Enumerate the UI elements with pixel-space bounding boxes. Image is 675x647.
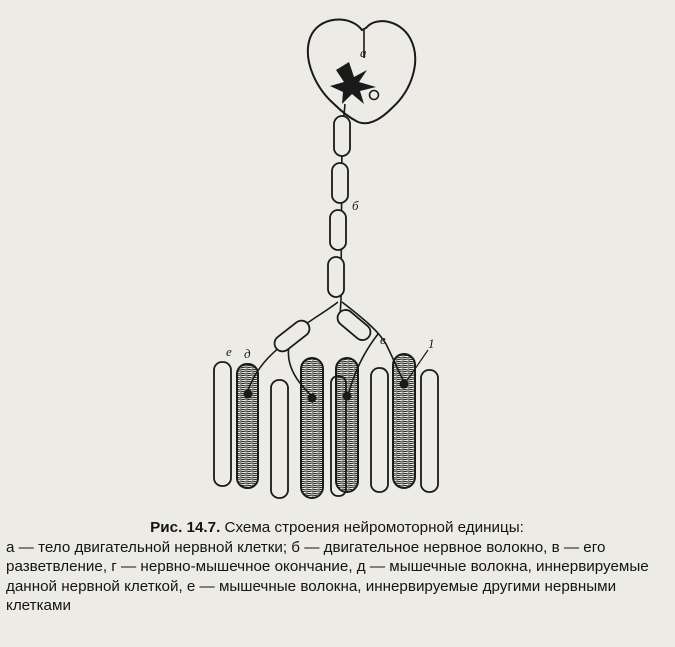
- muscle-fiber-other: [421, 370, 438, 492]
- muscle-fiber-innervated: [237, 364, 258, 488]
- central-canal: [370, 91, 379, 100]
- muscle-fiber-other: [371, 368, 388, 492]
- neuromuscular-ending: [343, 392, 352, 401]
- myelin-branch: [271, 317, 312, 354]
- caption-title-line: [6, 518, 668, 538]
- figure-caption: [6, 518, 668, 616]
- label-v: в: [380, 332, 386, 347]
- spinal-cord-section: [308, 20, 415, 124]
- myelin-segment: [332, 163, 348, 203]
- label-e: е: [226, 344, 232, 359]
- muscle-fiber-other: [214, 362, 231, 486]
- label-1: 1: [428, 336, 435, 351]
- label-a: а: [360, 45, 367, 60]
- caption-body: а — тело двигательной нервной клетки; б — двигательное нервное волокно, в — его разветвление, г — нервно-мышечное окончание, д — мышечные волокна, иннервируемые данной нервной клеткой, е — мышечные волокна, иннервируемые другими нервными клетками: [6, 538, 649, 614]
- caption-number: Рис. 14.7.: [150, 519, 221, 536]
- neuromuscular-ending: [244, 390, 253, 399]
- label-d: д: [244, 346, 251, 361]
- caption-title: Схема строения нейромоторной единицы:: [224, 519, 524, 536]
- muscle-fiber-other: [271, 380, 288, 498]
- myelin-segment: [330, 210, 346, 250]
- muscle-fiber-innervated: [301, 358, 323, 498]
- motor-neuron-body: [330, 62, 376, 104]
- myelin-segment: [334, 116, 350, 156]
- label-b: б: [352, 198, 359, 213]
- neuromuscular-ending: [308, 394, 317, 403]
- muscle-fiber-innervated: [336, 358, 358, 492]
- myelin-segment: [328, 257, 344, 297]
